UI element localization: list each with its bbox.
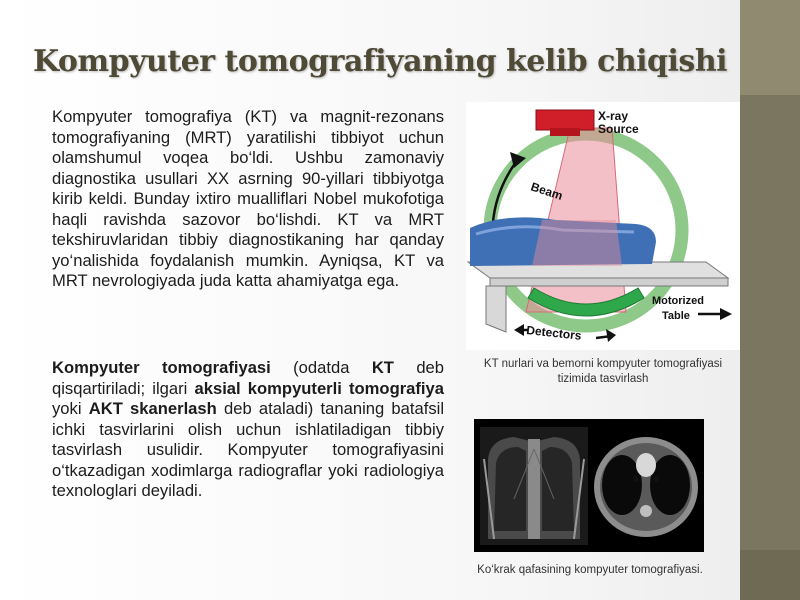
- label-source: Source: [598, 122, 639, 136]
- label-motorized: Motorized: [652, 295, 704, 307]
- paragraph-definition: Kompyuter tomografiyasi (odatda KT deb qisqartiriladi; ilgari aksial kompyuterli tomografiya yoki AKT skanerlash deb ataladi) tananing batafsil ichki tasvirlarini olish uchun ishlatiladigan tibbiy tasvirlash usulidir. Kompyuter tomografiyasini o‘tkazadigan xodimlarga radiograflar yoki radiologiya texnologlari deyiladi.: [52, 358, 445, 500]
- label-beam: Beam: [529, 179, 565, 203]
- label-detectors: Detectors: [525, 323, 583, 343]
- side-band-middle: [740, 95, 800, 550]
- ct-diagram: [466, 102, 740, 350]
- beam-overlay: [532, 220, 622, 266]
- figure2-caption: Ko‘krak qafasining kompyuter tomografiyasi.: [477, 564, 703, 576]
- table-leg: [486, 286, 506, 332]
- xray-source: [536, 110, 594, 130]
- term-akt: AKT skanerlash: [88, 399, 217, 418]
- term-kt: KT: [371, 358, 394, 377]
- ct-diagram-figure: [466, 102, 740, 350]
- axial-ct-image: [594, 437, 698, 537]
- patient-table-side: [490, 278, 728, 286]
- chest-ct-images: [474, 419, 704, 552]
- xray-source-nozzle: [550, 128, 580, 136]
- slide-title: Kompyuter tomografiyaning kelib chiqishi: [32, 44, 728, 79]
- figure1-caption: KT nurlari va bemorni kompyuter tomografiyasi tizimida tasvirlash: [483, 358, 723, 385]
- term-ct: Kompyuter tomografiyasi: [52, 358, 271, 377]
- label-xray: X-ray: [598, 109, 629, 123]
- label-table: Table: [662, 310, 690, 322]
- table-arrow-head: [720, 308, 732, 320]
- term-axial: aksial kompyuterli tomografiya: [194, 378, 444, 398]
- chest-ct-figure: [474, 419, 704, 552]
- detectors-arrowhead-left: [514, 324, 524, 336]
- side-band-top: [740, 0, 800, 95]
- coronal-ct-image: [480, 427, 588, 545]
- detectors-arrowhead-right: [606, 329, 616, 342]
- paragraph-origin: Kompyuter tomografiya (KT) va magnit-rezonans tomografiyaning (MRT) yaratilishi tibbiyot uchun olamshumul voqea bo‘ldi. Ushbu zamonaviy diagnostika usullari XX asrning 90-yillari tibbiyotga kirib keldi. Bunday ixtiro mualliflari Nobel mukofotiga haqli ravishda sazovor bo‘lishdi. KT va MRT tekshiruvlaridan tibbiy diagnostikaning har qanday yo‘nalishida foydalanish mumkin. Ayniqsa, KT va MRT nevrologiyada juda katta ahamiyatga ega.: [52, 107, 444, 290]
